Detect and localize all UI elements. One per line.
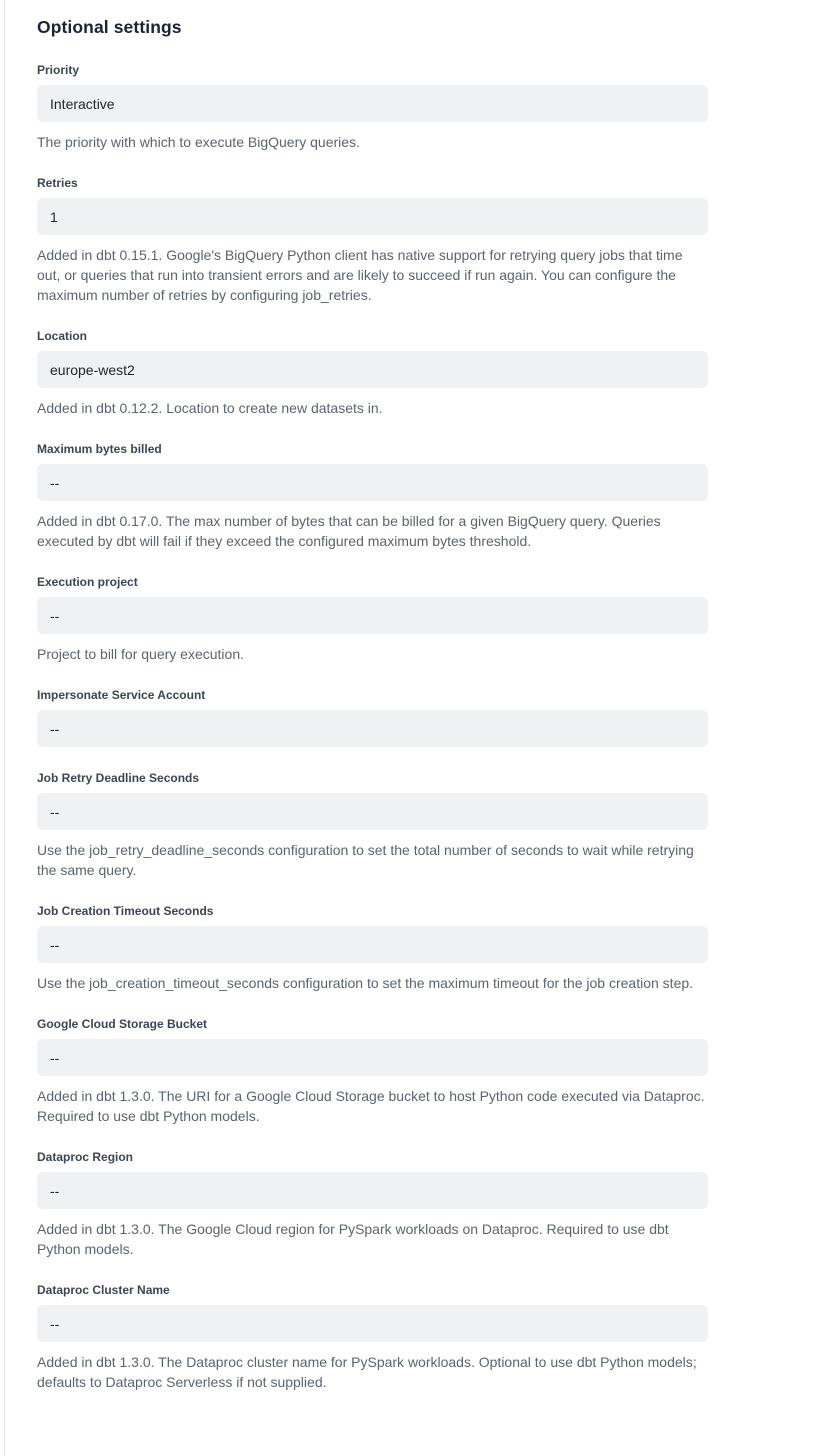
location-help: Added in dbt 0.12.2. Location to create new datasets in. [37, 400, 383, 416]
priority-help: The priority with which to execute BigQuery queries. [37, 134, 360, 150]
priority-field [37, 85, 708, 122]
settings-content [37, 17, 708, 1392]
field-group-job-creation-timeout-seconds [37, 904, 708, 993]
dataproc-region-field [37, 1172, 708, 1209]
impersonate-service-account-label: Impersonate Service Account [37, 688, 206, 702]
google-cloud-storage-bucket-label: Google Cloud Storage Bucket [37, 1017, 208, 1031]
execution-project-help: Project to bill for query execution. [37, 646, 244, 662]
location-label: Location [37, 329, 87, 343]
retries-value: 1 [50, 208, 58, 225]
dataproc-cluster-name-label: Dataproc Cluster Name [37, 1283, 170, 1297]
maximum-bytes-billed-field [37, 464, 708, 501]
execution-project-value: -- [50, 607, 60, 624]
job-creation-timeout-seconds-label: Job Creation Timeout Seconds [37, 904, 214, 918]
maximum-bytes-billed-label: Maximum bytes billed [37, 442, 162, 456]
execution-project-label: Execution project [37, 575, 138, 589]
google-cloud-storage-bucket-help: Added in dbt 1.3.0. The URI for a Google Cloud Storage bucket to host Python code executed via Dataproc. Required to use dbt Python models. [37, 1088, 705, 1124]
field-group-google-cloud-storage-bucket [37, 1017, 708, 1126]
retries-label: Retries [37, 176, 78, 190]
priority-value: Interactive [50, 95, 115, 112]
field-group-location [37, 329, 708, 418]
location-value: europe-west2 [50, 361, 135, 378]
priority-label: Priority [37, 63, 80, 77]
job-creation-timeout-seconds-value: -- [50, 936, 60, 953]
field-group-retries [37, 176, 708, 305]
field-group-maximum-bytes-billed [37, 442, 708, 551]
job-creation-timeout-seconds-field [37, 926, 708, 963]
field-group-impersonate-service-account [37, 688, 708, 747]
location-field [37, 351, 708, 388]
job-creation-timeout-seconds-help: Use the job_creation_timeout_seconds configuration to set the maximum timeout for the job creation step. [37, 975, 694, 991]
field-group-job-retry-deadline-seconds [37, 771, 708, 880]
field-group-priority [37, 63, 708, 152]
page-title: Optional settings [37, 17, 182, 37]
maximum-bytes-billed-help: Added in dbt 0.17.0. The max number of bytes that can be billed for a given BigQuery query. Queries executed by dbt will fail if they exceed the configured maximum bytes threshold. [37, 513, 661, 549]
field-group-execution-project [37, 575, 708, 664]
job-retry-deadline-seconds-field [37, 793, 708, 830]
dataproc-cluster-name-field [37, 1305, 708, 1342]
impersonate-service-account-value: -- [50, 720, 60, 737]
settings-panel [4, 0, 826, 1456]
execution-project-field [37, 597, 708, 634]
google-cloud-storage-bucket-field [37, 1039, 708, 1076]
impersonate-service-account-field [37, 710, 708, 747]
dataproc-region-label: Dataproc Region [37, 1150, 134, 1164]
job-retry-deadline-seconds-label: Job Retry Deadline Seconds [37, 771, 200, 785]
field-group-dataproc-cluster-name [37, 1283, 708, 1392]
job-retry-deadline-seconds-help: Use the job_retry_deadline_seconds configuration to set the total number of seconds to wait while retrying the same query. [37, 842, 694, 878]
google-cloud-storage-bucket-value: -- [50, 1049, 60, 1066]
dataproc-region-value: -- [50, 1182, 60, 1199]
retries-help: Added in dbt 0.15.1. Google's BigQuery Python client has native support for retrying query jobs that time out, or queries that run into transient errors and are likely to succeed if run again. You can configure the maximum number of retries by configuring job_retries. [37, 247, 683, 303]
dataproc-cluster-name-value: -- [50, 1315, 60, 1332]
retries-field [37, 198, 708, 235]
dataproc-region-help: Added in dbt 1.3.0. The Google Cloud region for PySpark workloads on Dataproc. Required to use dbt Python models. [37, 1221, 669, 1257]
field-group-dataproc-region [37, 1150, 708, 1259]
maximum-bytes-billed-value: -- [50, 474, 60, 491]
dataproc-cluster-name-help: Added in dbt 1.3.0. The Dataproc cluster name for PySpark workloads. Optional to use dbt Python models; defaults to Dataproc Serverless if not supplied. [37, 1354, 697, 1390]
job-retry-deadline-seconds-value: -- [50, 803, 60, 820]
